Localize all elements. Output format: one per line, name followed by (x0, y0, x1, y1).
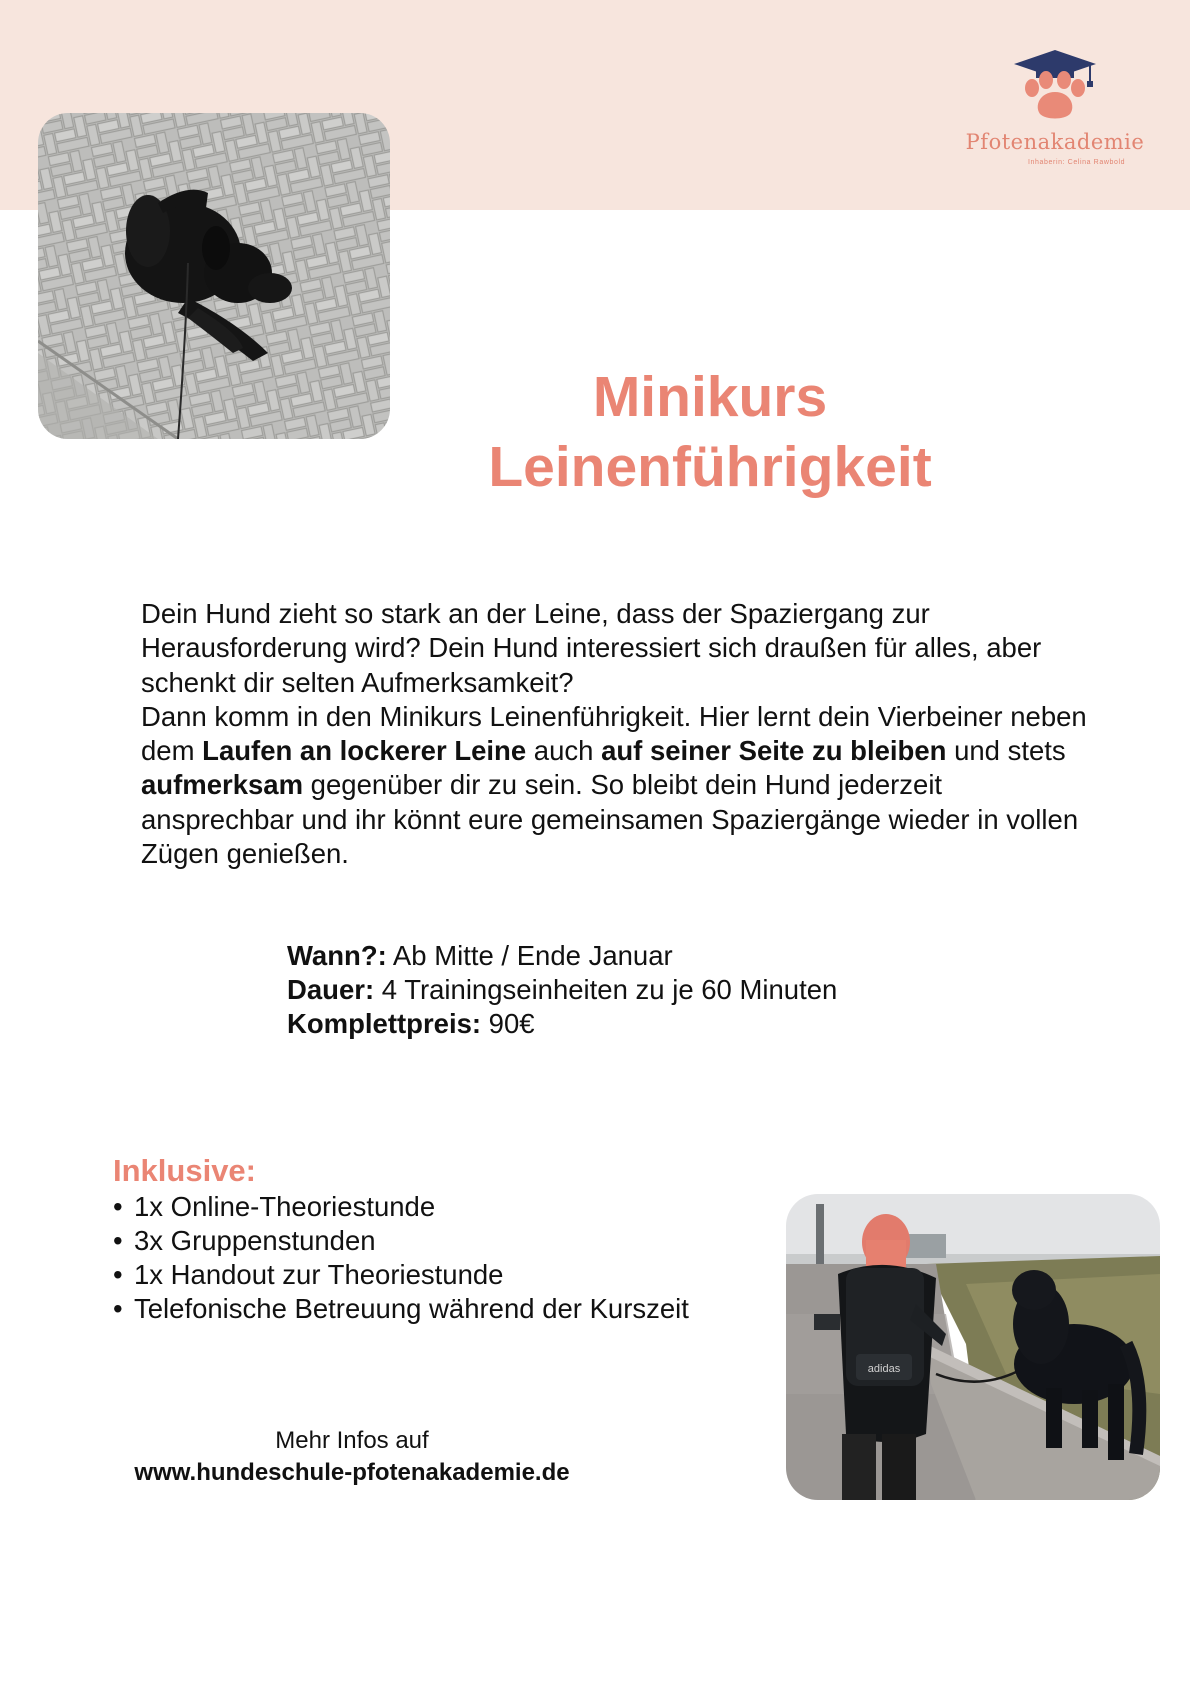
intro-text-run: gegenüber dir zu sein. So bleibt dein Hund jederzeit ansprechbar und ihr könnt eure gemeinsamen Spaziergänge wieder in vollen Zügen genießen. (141, 769, 1079, 870)
detail-when-value: Ab Mitte / Ende Januar (386, 940, 673, 971)
inclusive-list (113, 1190, 773, 1326)
page-title (430, 362, 990, 502)
list-item (113, 1190, 773, 1224)
intro-text (141, 597, 1101, 871)
detail-when (287, 939, 987, 973)
inclusive-heading: Inklusive: (113, 1153, 256, 1188)
bullet-icon: • (113, 1191, 123, 1222)
detail-duration-label: Dauer: (287, 974, 375, 1005)
list-item-text: Telefonische Betreuung während der Kurszeit (134, 1293, 689, 1324)
backpack-text: adidas (867, 1363, 901, 1375)
course-details (287, 939, 987, 1041)
logo-owner: Inhaberin: Celina Rawbold (1028, 159, 1126, 166)
list-item (113, 1258, 773, 1292)
list-item-text: 1x Handout zur Theoriestunde (134, 1259, 504, 1290)
intro-text-run: und stets (946, 735, 1066, 767)
intro-paragraph-2 (141, 700, 1101, 871)
more-info-label: Mehr Infos auf (275, 1427, 429, 1454)
list-item (113, 1292, 773, 1326)
website-link[interactable]: www.hundeschule-pfotenakademie.de (134, 1459, 570, 1486)
detail-duration (287, 973, 987, 1007)
intro-emphasis-attentive: aufmerksam (141, 769, 304, 801)
list-item-text: 3x Gruppenstunden (134, 1225, 376, 1256)
detail-when-label: Wann?: (287, 940, 387, 971)
title-line-1: Minikurs (592, 365, 828, 429)
bullet-icon: • (113, 1293, 123, 1324)
detail-price (287, 1007, 987, 1041)
bullet-icon: • (113, 1225, 123, 1256)
detail-price-label: Komplettpreis: (287, 1008, 482, 1039)
bullet-icon: • (113, 1259, 123, 1290)
logo (948, 48, 1162, 174)
detail-duration-value: 4 Trainingseinheiten zu je 60 Minuten (374, 974, 838, 1005)
intro-text-run: auch (526, 735, 602, 767)
title-line-2: Leinenführigkeit (488, 435, 932, 499)
paw-with-graduation-cap-icon (1010, 48, 1100, 124)
intro-emphasis-side: auf seiner Seite zu bleiben (601, 735, 947, 767)
list-item (113, 1224, 773, 1258)
intro-paragraph-1: Dein Hund zieht so stark an der Leine, dass der Spaziergang zur Herausforderung wird? Dein Hund interessiert sich draußen für alles, aber schenkt dir selten Aufmerksamkeit? (141, 598, 1042, 698)
more-info (112, 1425, 592, 1489)
photo-dog-lying (38, 113, 390, 439)
logo-name: Pfotenakademie (965, 130, 1145, 154)
intro-text-run: Dann komm in den Minikurs Leinenführigkeit. Hier lernt dein Vierbeiner neben dem (141, 700, 1087, 767)
photo-walking-dog (786, 1194, 1160, 1500)
inclusive-section (113, 1152, 773, 1326)
list-item-text: 1x Online-Theoriestunde (134, 1191, 436, 1222)
detail-price-value: 90€ (481, 1008, 535, 1039)
intro-emphasis-loose-leash: Laufen an lockerer Leine (202, 735, 527, 767)
